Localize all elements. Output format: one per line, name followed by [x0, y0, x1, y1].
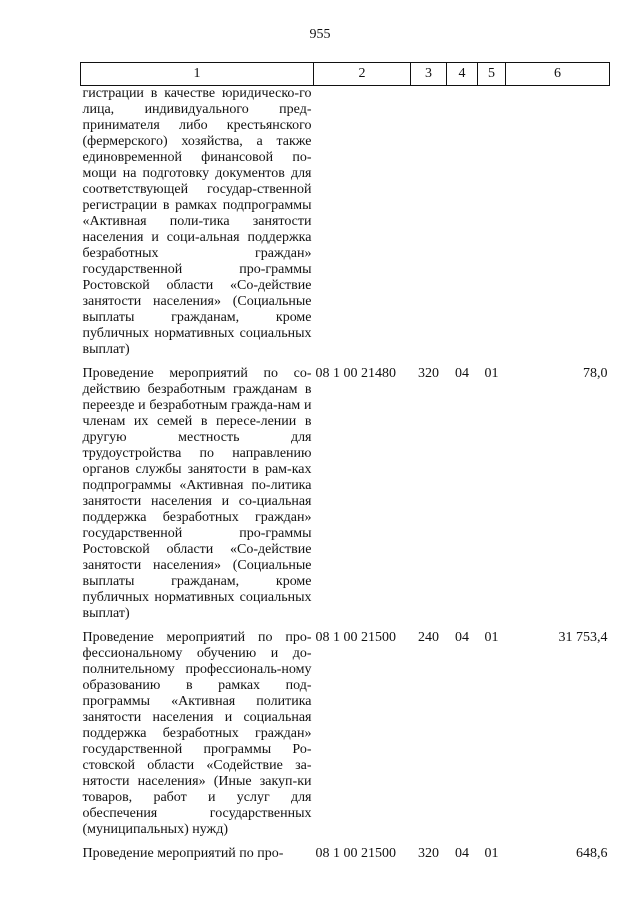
column-header: 3 [411, 63, 447, 86]
row-rz: 04 [455, 846, 469, 861]
row-vr: 320 [418, 846, 439, 861]
table-header-row [81, 63, 610, 86]
row-rz [447, 86, 478, 365]
row-vr: 320 [418, 366, 439, 381]
row-description: Проведение мероприятий по про- [82, 846, 284, 861]
row-pr: 01 [484, 846, 499, 861]
row-amount: 31 753,4 [558, 630, 608, 645]
column-header: 5 [478, 63, 506, 86]
column-header: 4 [447, 63, 478, 86]
row-code: 08 1 00 21500 [315, 846, 396, 861]
row-vr: 240 [418, 630, 439, 645]
column-header: 2 [314, 63, 411, 86]
row-amount: 78,0 [583, 366, 608, 381]
column-header: 6 [506, 63, 610, 86]
table-row [81, 364, 610, 628]
row-amount [506, 86, 610, 365]
table-row [81, 86, 610, 365]
row-description: гистрации в качестве юридическо-го лица, индивидуального пред-принимателя либо крестьянского (фермерского) хозяйства, а также единовременной финансовой по-мощи на подготовку документов для соответствующей государ-ственной регистрации в рамках подпрограммы «Активная поли-тика занятости населения и соци-альная поддержка безработных граждан» государственной про-граммы Ростовской области «Со-действие занятости населения» (Социальные выплаты гражданам, кроме публичных нормативных социальных выплат) [82, 86, 312, 357]
row-pr: 01 [484, 630, 499, 645]
row-code [314, 86, 411, 365]
budget-table [80, 62, 610, 868]
table-row [81, 844, 610, 868]
column-header: 1 [81, 63, 314, 86]
row-vr [411, 86, 447, 365]
page-number: 955 [309, 27, 331, 42]
row-code: 08 1 00 21480 [315, 366, 396, 381]
table-row [81, 628, 610, 844]
row-description: Проведение мероприятий по со-действию безработным гражданам в переезде и безработным гражда-нам и членам их семей в пересе-лении в другую местность для трудоустройства по направлению органов службы занятости в рам-ках подпрограммы «Активная по-литика занятости населения и со-циальная поддержка безработных граждан» государственной про-граммы Ростовской области «Со-действие занятости населения» (Социальные выплаты гражданам, кроме публичных нормативных социальных выплат) [82, 366, 312, 621]
row-pr [478, 86, 506, 365]
row-pr: 01 [484, 366, 499, 381]
row-amount: 648,6 [576, 846, 608, 861]
row-rz: 04 [455, 366, 469, 381]
row-code: 08 1 00 21500 [315, 630, 396, 645]
row-description: Проведение мероприятий по про-фессиональному обучению и до-полнительному профессиональ-ному образованию в рамках под-программы «Активная политика занятости населения и социальная поддержка безработных граждан» государственной программы Ро-стовской области «Содействие за-нятости населения» (Иные закуп-ки товаров, работ и услуг для обеспечения государственных (муниципальных) нужд) [82, 630, 312, 837]
row-rz: 04 [455, 630, 469, 645]
